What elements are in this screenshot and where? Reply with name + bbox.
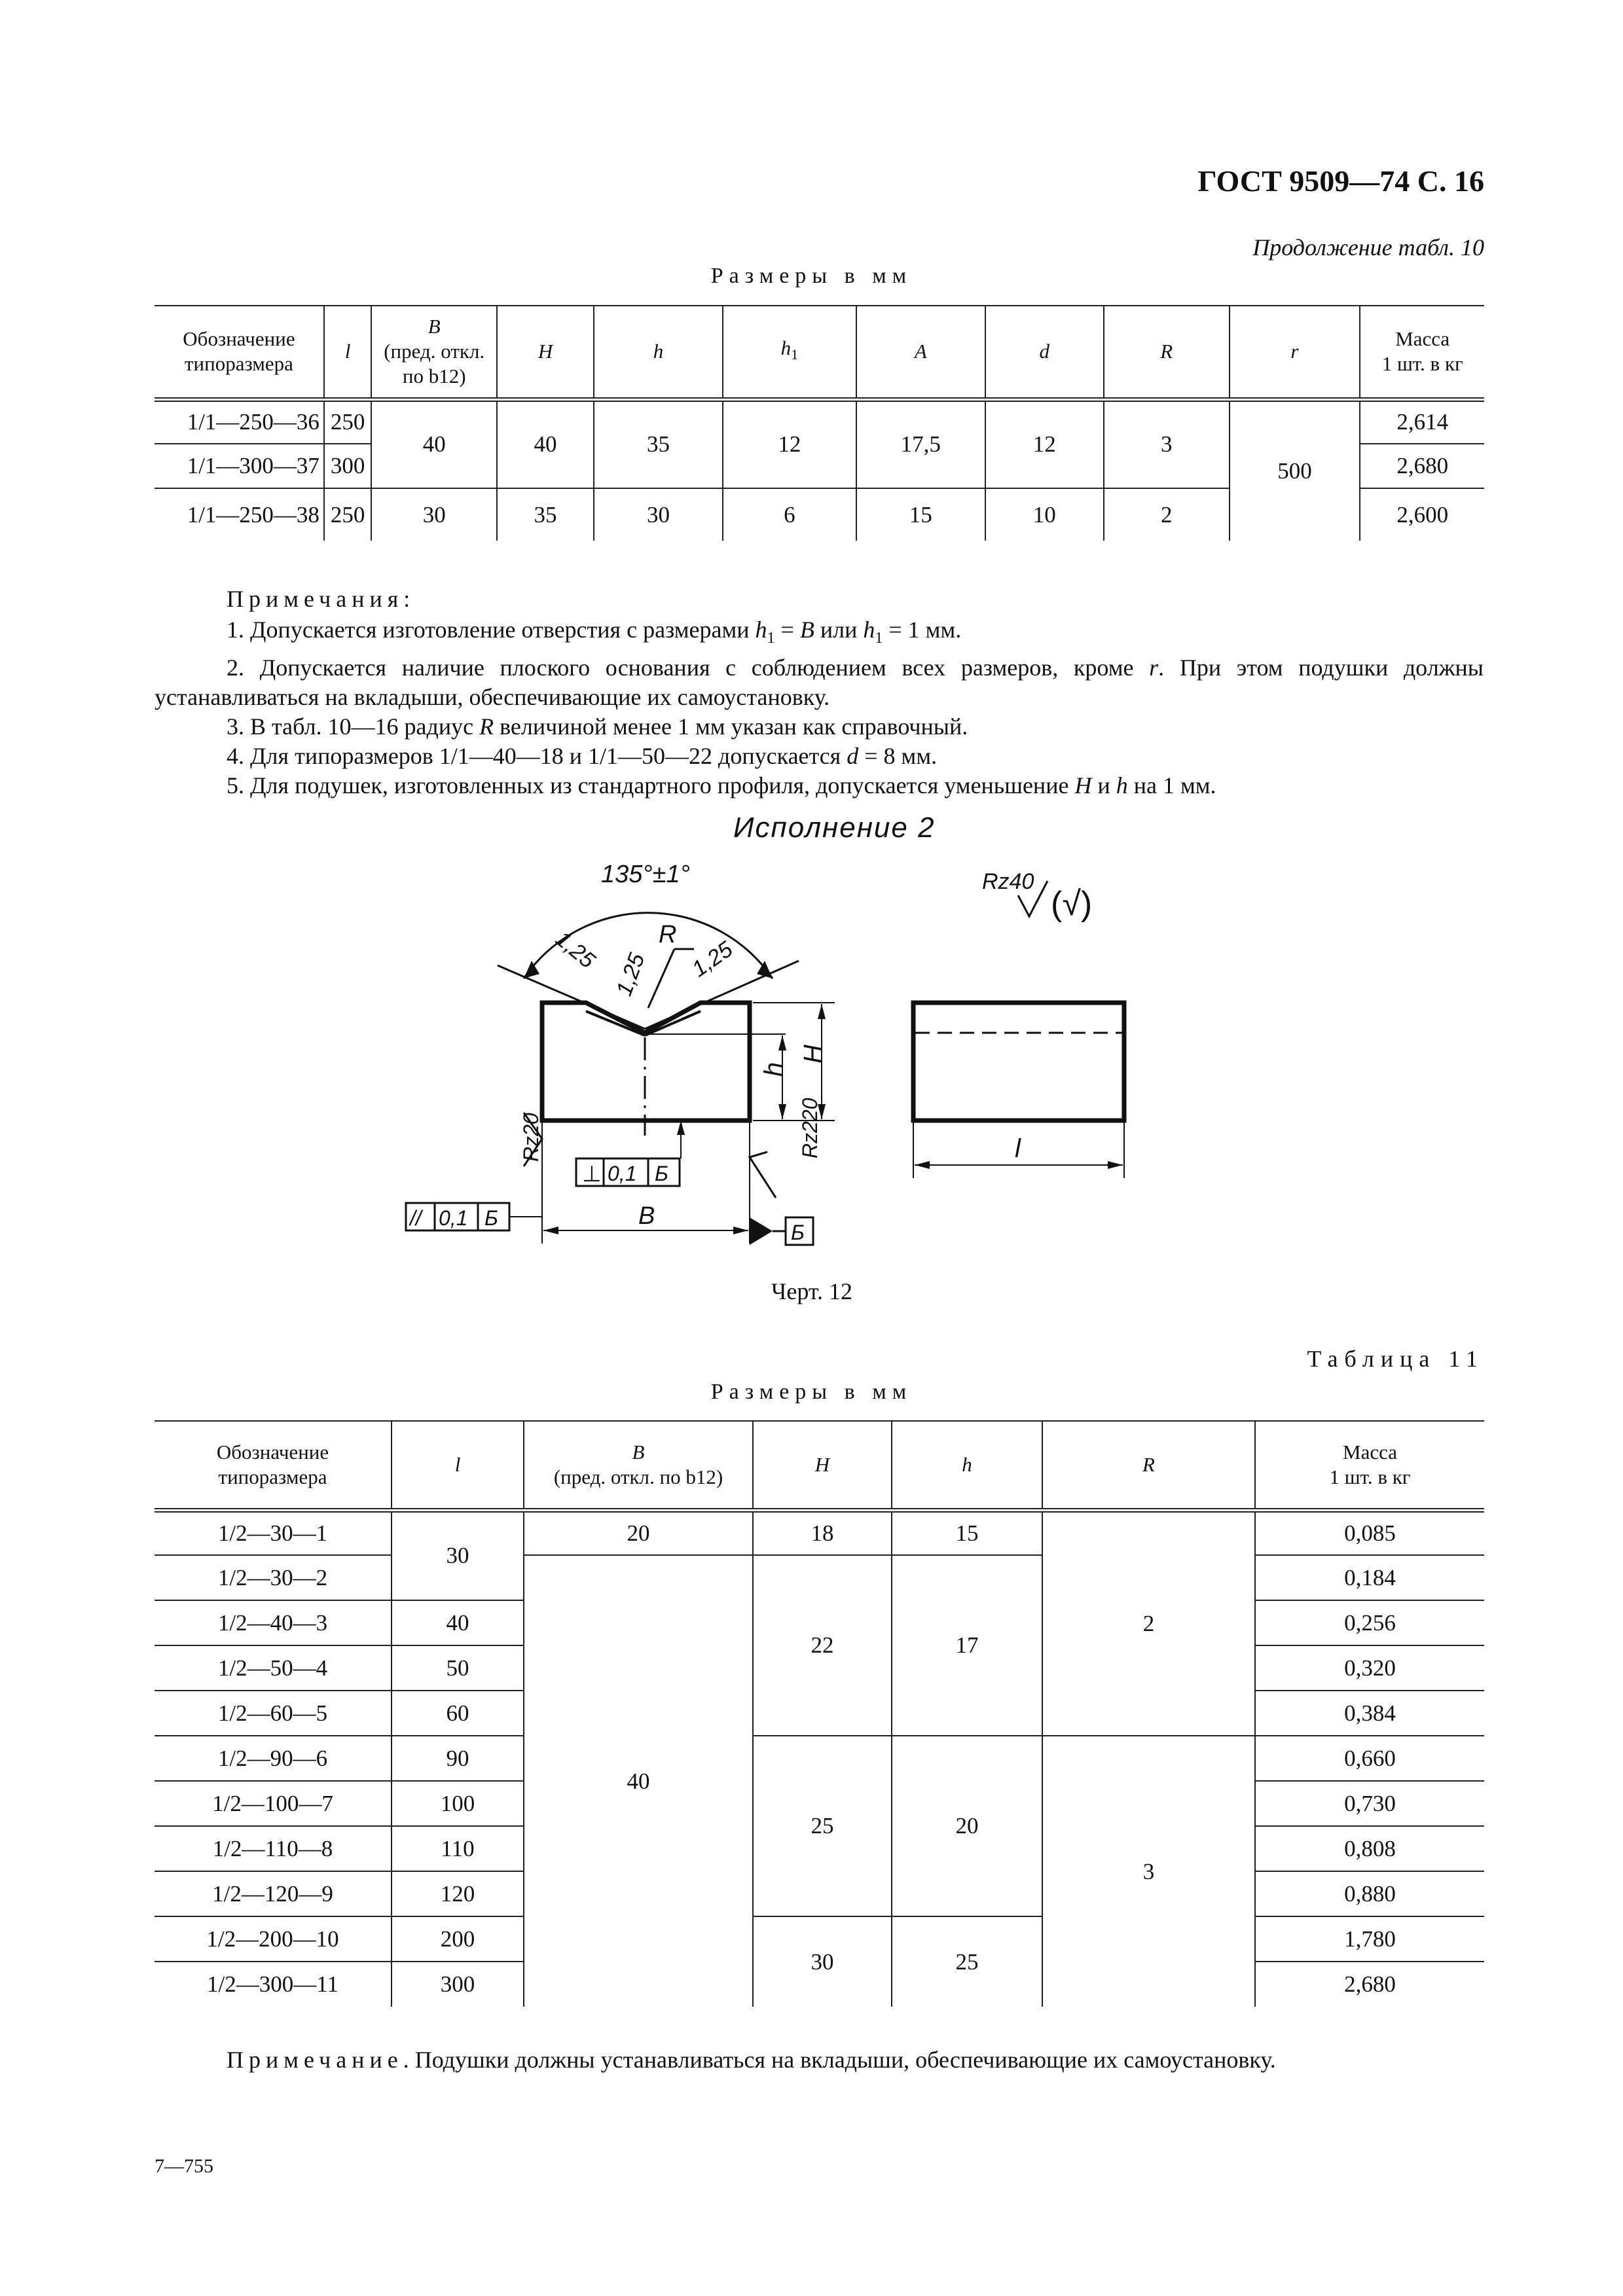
table-cell: 2,600: [1360, 488, 1484, 541]
table-cell: 35: [497, 488, 594, 541]
table-cell: 1/2—50—4: [155, 1645, 392, 1691]
table-cell: 1/2—110—8: [155, 1826, 392, 1871]
perp-symbol: ⊥: [582, 1162, 602, 1187]
note-4: 4. Для типоразмеров 1/1—40—18 и 1/1—50—22 допускается d = 8 мм.: [227, 743, 938, 770]
t11-header-B: B (пред. откл. по b12): [524, 1421, 753, 1510]
radius-leader: [648, 949, 674, 1008]
table-cell: 300: [392, 1962, 524, 2007]
arrowhead: [778, 1035, 786, 1050]
t10-header-designation: Обозначение типоразмера: [155, 306, 324, 399]
table-cell: 12: [985, 399, 1104, 488]
v-groove-inner: [586, 1011, 645, 1035]
table-cell: 50: [392, 1645, 524, 1691]
table10: [155, 305, 1484, 541]
table-cell: 120: [392, 1871, 524, 1916]
table11: [155, 1420, 1484, 2007]
table-cell: 1/2—200—10: [155, 1916, 392, 1962]
table-cell: 1/2—40—3: [155, 1600, 392, 1645]
table-cell: 15: [892, 1510, 1042, 1555]
table-cell: 0,880: [1255, 1871, 1484, 1916]
table-cell: 17,5: [856, 399, 985, 488]
table-cell: 2: [1042, 1510, 1255, 1736]
t10-header-A: A: [856, 306, 985, 399]
table-cell: 250: [324, 399, 371, 444]
table-cell: 1/2—60—5: [155, 1691, 392, 1736]
perp-value: 0,1: [608, 1162, 637, 1185]
table-cell: 110: [392, 1826, 524, 1871]
page-footer-code: 7—755: [155, 2155, 213, 2177]
table-cell: 35: [594, 399, 723, 488]
table-cell: 17: [892, 1555, 1042, 1736]
radius-label: R: [659, 921, 677, 948]
table-cell: 18: [753, 1510, 892, 1555]
drawing-title: Исполнение 2: [733, 812, 936, 844]
table-cell: 250: [324, 488, 371, 541]
chamfer-label-right: 1,25: [687, 937, 738, 982]
table-cell: 60: [392, 1691, 524, 1736]
table-cell: 1/1—250—38: [155, 488, 324, 541]
t10-header-h1: $h_1$: [723, 306, 856, 399]
t11-header-mass: Масса 1 шт. в кг: [1255, 1421, 1484, 1510]
table-cell: 0,184: [1255, 1555, 1484, 1600]
dim-label-B: B: [638, 1202, 655, 1230]
note-2: 2. Допускается наличие плоского основания с соблюдением всех размеров, кроме r. При этом подушки должны устанавливаться на вкладыши, обеспечивающие их самоустановку.: [155, 655, 1484, 711]
table-cell: 12: [723, 399, 856, 488]
t11-header-designation: Обозначение типоразмера: [155, 1421, 392, 1510]
datum-label: Б: [791, 1221, 805, 1244]
dim-label-l: l: [1015, 1134, 1021, 1163]
t10-header-r: r: [1230, 306, 1360, 399]
t10-header-l: l: [324, 306, 371, 399]
arrowhead: [915, 1161, 930, 1169]
t10-header-H: H: [497, 306, 594, 399]
table11-note: [155, 2045, 1484, 2075]
table-cell: 1/2—90—6: [155, 1736, 392, 1781]
table-cell: 300: [324, 444, 371, 488]
arrowhead: [733, 1227, 748, 1234]
table-cell: 500: [1230, 399, 1360, 541]
t11-header-h: h: [892, 1421, 1042, 1510]
arrowhead: [818, 1004, 826, 1019]
table-cell: 0,730: [1255, 1781, 1484, 1826]
table-cell: 0,384: [1255, 1691, 1484, 1736]
par-value: 0,1: [439, 1206, 468, 1230]
table-cell: 40: [497, 399, 594, 488]
roughness-symbol-right: [750, 1152, 776, 1198]
chamfer-label-left: 1,25: [551, 926, 600, 974]
table-cell: 25: [892, 1916, 1042, 2007]
table-cell: 1/2—30—1: [217, 1520, 328, 1546]
table-cell: 200: [392, 1916, 524, 1962]
table-cell: 1/2—120—9: [155, 1871, 392, 1916]
table-cell: 1/1—300—37: [155, 444, 324, 488]
dim-label-H: H: [799, 1045, 828, 1064]
table-cell: 1/2—30—2: [155, 1555, 392, 1600]
roughness-left-label: Rz20: [519, 1113, 543, 1162]
arrowhead: [543, 1227, 558, 1234]
table-cell: 0,660: [1255, 1736, 1484, 1781]
t11-header-R: R: [1042, 1421, 1255, 1510]
table-cell: 100: [392, 1781, 524, 1826]
table-cell: 22: [753, 1555, 892, 1736]
chamfer-label-middle: 1,25: [611, 950, 650, 999]
table-cell: 15: [856, 488, 985, 541]
table-cell: 10: [985, 488, 1104, 541]
note-5: 5. Для подушек, изготовленных из стандартного профиля, допускается уменьшение H и h на 1 мм.: [227, 772, 1216, 799]
par-symbol: //: [410, 1206, 422, 1230]
table-cell: 25: [753, 1736, 892, 1916]
note-title: Примечание: [227, 2047, 403, 2073]
table-cell: 30: [371, 488, 497, 541]
table-cell: 20: [892, 1736, 1042, 1916]
table-cell: 1/2—300—11: [155, 1962, 392, 2007]
table-cell: 1/1—250—36: [187, 409, 319, 435]
note-3: 3. В табл. 10—16 радиус R величиной менее 1 мм указан как справочный.: [227, 713, 968, 740]
notes-block: [155, 584, 1484, 800]
datum-triangle: [750, 1217, 773, 1245]
technical-drawing: [0, 844, 1623, 1263]
table-cell: 2: [1104, 488, 1230, 541]
note-1: 1. Допускается изготовление отверстия с размерами $h_1 = B$ или $h_1 = 1$ мм.: [227, 617, 962, 647]
table-cell: 40: [392, 1600, 524, 1645]
arrowhead: [1108, 1161, 1123, 1169]
table-cell: 1,780: [1255, 1916, 1484, 1962]
t10-header-B: B (пред. откл. по b12): [371, 306, 497, 399]
table-cell: 30: [594, 488, 723, 541]
t11-header-l: l: [392, 1421, 524, 1510]
table-cell: 2,680: [1255, 1962, 1484, 2007]
t11-header-H: H: [753, 1421, 892, 1510]
table-continuation-label: Продолжение табл. 10: [1252, 234, 1484, 260]
table-cell: 1/2—100—7: [155, 1781, 392, 1826]
notes-title: Примечания:: [227, 586, 416, 612]
table-cell: 2,614: [1360, 399, 1484, 444]
front-view-body: [542, 1003, 750, 1121]
perp-datum: Б: [655, 1162, 668, 1185]
roughness-top-paren: (√): [1051, 885, 1093, 923]
angle-label: 135°±1°: [601, 861, 690, 888]
table-cell: 3: [1104, 399, 1230, 488]
t10-header-R: R: [1104, 306, 1230, 399]
table-cell: 6: [723, 488, 856, 541]
dim-label-h: h: [759, 1062, 788, 1077]
table-cell: 40: [524, 1555, 753, 2007]
table-cell: 0,256: [1255, 1600, 1484, 1645]
t10-header-mass: Масса 1 шт. в кг: [1360, 306, 1484, 399]
t10-header-d: d: [985, 306, 1104, 399]
table10-units: Размеры в мм: [710, 264, 913, 288]
table-cell: 40: [371, 399, 497, 488]
table11-units: Размеры в мм: [710, 1380, 913, 1404]
table-cell: 0,085: [1255, 1510, 1484, 1555]
page-header: ГОСТ 9509—74 С. 16: [1197, 164, 1484, 198]
table-cell: 90: [392, 1736, 524, 1781]
table-cell: 30: [753, 1916, 892, 2007]
side-view-body: [913, 1003, 1124, 1121]
table-cell: 0,320: [1255, 1645, 1484, 1691]
arrowhead: [778, 1104, 786, 1119]
roughness-right-label: Rz220: [798, 1098, 822, 1158]
drawing-caption: Черт. 12: [771, 1278, 852, 1304]
par-datum: Б: [484, 1206, 498, 1230]
arrowhead: [524, 961, 539, 978]
table-cell: 0,808: [1255, 1826, 1484, 1871]
roughness-top-label: Rz40: [982, 869, 1034, 894]
table-cell: 20: [524, 1510, 753, 1555]
t10-header-h: h: [594, 306, 723, 399]
table-cell: 3: [1042, 1736, 1255, 2007]
v-groove-inner: [645, 1011, 701, 1035]
table-cell: 30: [392, 1510, 524, 1600]
table11-title: Таблица 11: [1307, 1346, 1484, 1372]
note-text: . Подушки должны устанавливаться на вкладыши, обеспечивающие их самоустановку.: [403, 2047, 1276, 2073]
table-cell: 2,680: [1360, 444, 1484, 488]
